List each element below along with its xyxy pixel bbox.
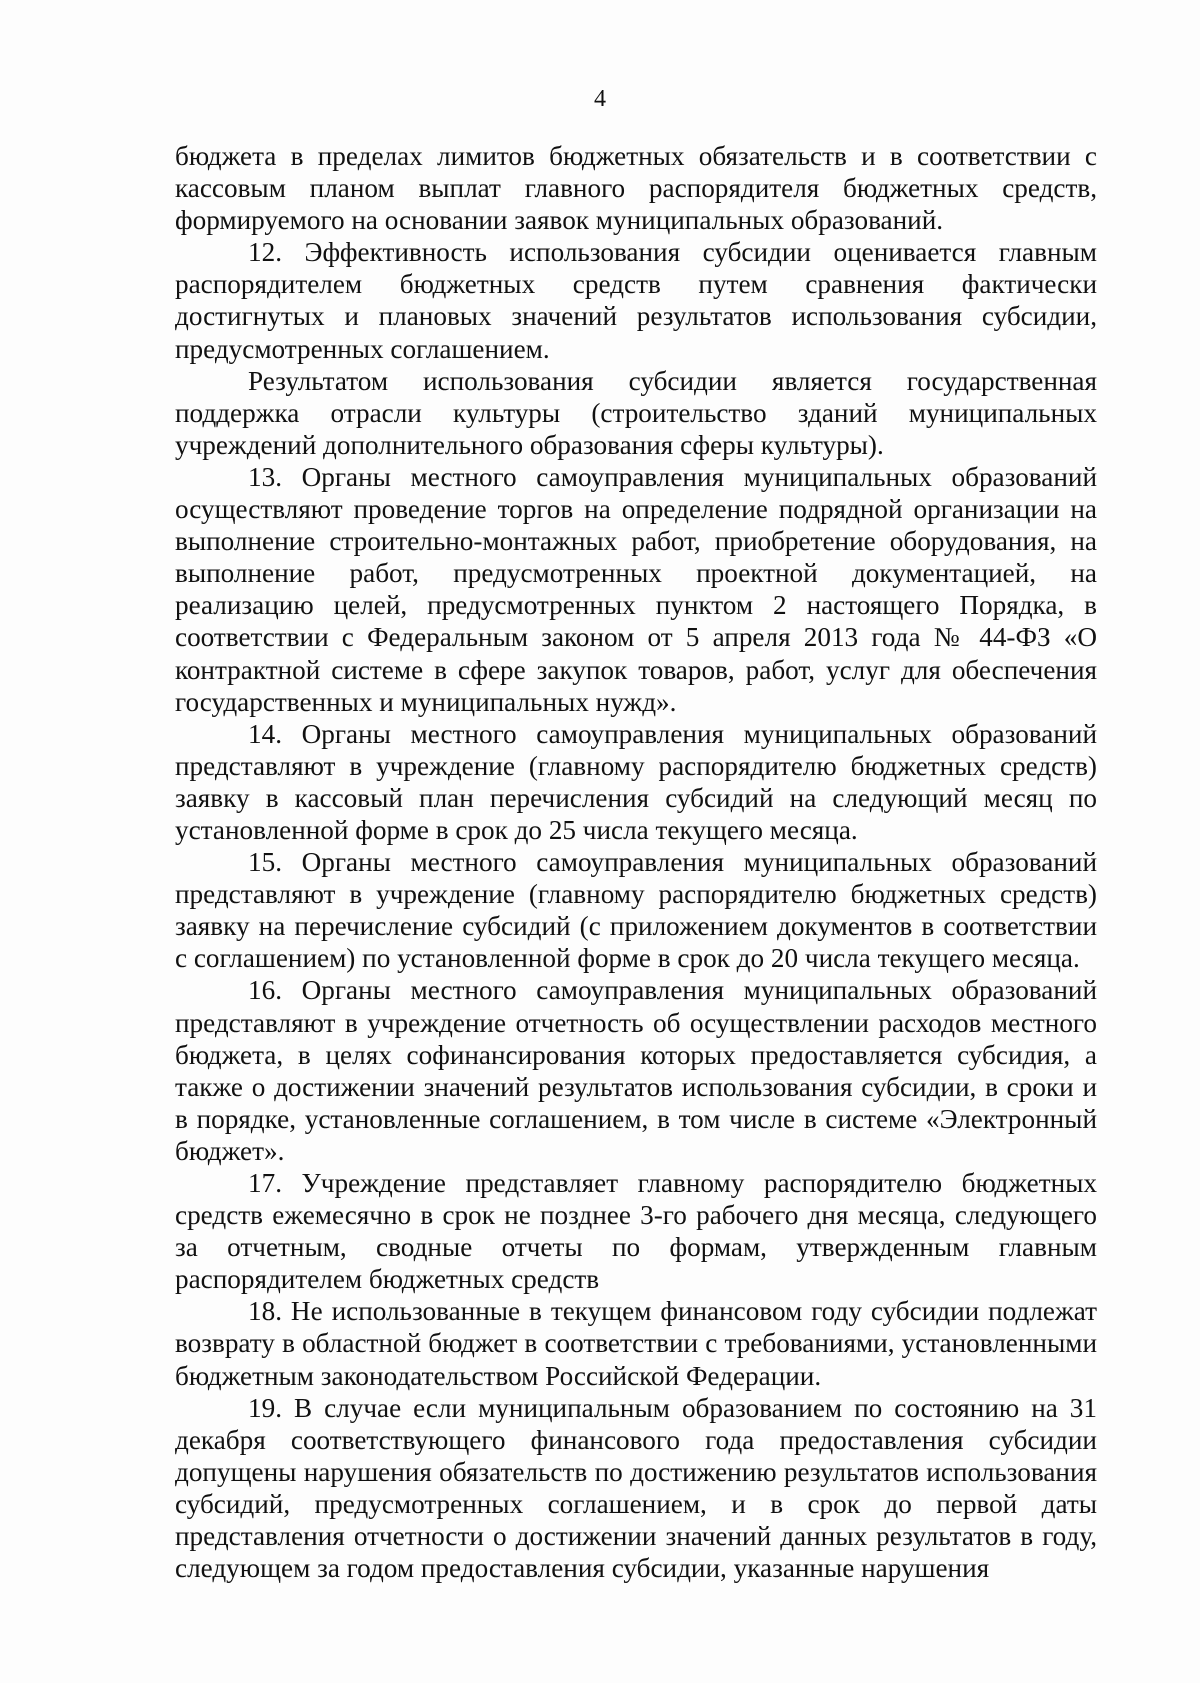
page-number: 4 — [594, 86, 606, 112]
paragraph: Результатом использования субсидии является государственная поддержка отрасли культуры (строительство зданий муниципальных учреждений дополнительного образования сферы культуры). — [175, 365, 1097, 460]
paragraph-item-19: 19. В случае если муниципальным образованием по состоянию на 31 декабря соответствующего финансового года предоставления субсидии допущены нарушения обязательств по достижению результатов использования субсидий, предусмотренных соглашением, и в срок до первой даты представления отчетности о достижении значений данных результатов в году, следующем за годом предоставления субсидии, указанные нарушения — [175, 1392, 1097, 1584]
paragraph-item-14: 14. Органы местного самоуправления муниципальных образований представляют в учреждение (главному распорядителю бюджетных средств) заявку в кассовый план перечисления субсидий на следующий месяц по установленной форме в срок до 25 числа текущего месяца. — [175, 718, 1097, 845]
paragraph-item-16: 16. Органы местного самоуправления муниципальных образований представляют в учреждение отчетность об осуществлении расходов местного бюджета, в целях софинансирования которых предоставляется субсидия, а также о достижении значений результатов использования субсидии, в сроки и в порядке, установленные соглашением, в том числе в системе «Электронный бюджет». — [175, 975, 1097, 1166]
paragraph-item-13: 13. Органы местного самоуправления муниципальных образований осуществляют проведение торгов на определение подрядной организации на выполнение строительно-монтажных работ, приобретение оборудования, на выполнение работ, предусмотренных проектной документацией, на реализацию целей, предусмотренных пунктом 2 настоящего Порядка, в соответствии с Федеральным законом от 5 апреля 2013 года № 44-ФЗ «О контрактной системе в сфере закупок товаров, работ, услуг для обеспечения государственных и муниципальных нужд». — [175, 461, 1097, 717]
paragraph-item-15: 15. Органы местного самоуправления муниципальных образований представляют в учреждение (главному распорядителю бюджетных средств) заявку на перечисление субсидий (с приложением документов в соответствии с соглашением) по установленной форме в срок до 20 числа текущего месяца. — [175, 847, 1097, 974]
paragraph-item-12: 12. Эффективность использования субсидии оценивается главным распорядителем бюджетных средств путем сравнения фактически достигнутых и плановых значений результатов использования субсидии, предусмотренных соглашением. — [175, 237, 1097, 364]
paragraph: бюджета в пределах лимитов бюджетных обязательств и в соответствии с кассовым планом выплат главного распорядителя бюджетных средств, формируемого на основании заявок муниципальных образований. — [175, 141, 1097, 236]
document-body — [175, 140, 1097, 1584]
paragraph-item-18: 18. Не использованные в текущем финансовом году субсидии подлежат возврату в областной бюджет в соответствии с требованиями, установленными бюджетным законодательством Российской Федерации. — [175, 1296, 1097, 1391]
paragraph-item-17: 17. Учреждение представляет главному распорядителю бюджетных средств ежемесячно в срок не позднее 3-го рабочего дня месяца, следующего за отчетным, сводные отчеты по формам, утвержденным главным распорядителем бюджетных средств — [175, 1168, 1097, 1295]
